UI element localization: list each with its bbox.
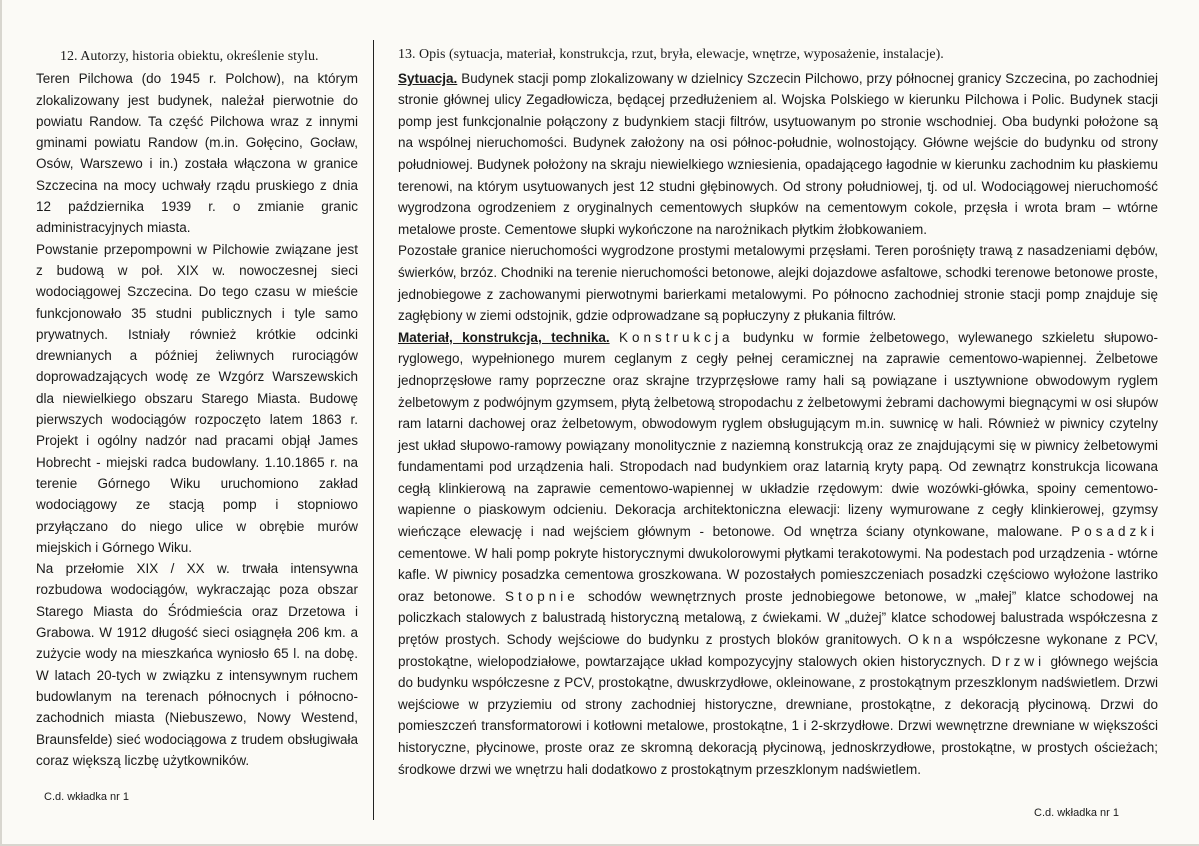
material-paragraph	[398, 327, 1158, 780]
material-text-1: budynku w formie żelbetowego, wylewanego szkieletu słupowo-ryglowego, wypełnionego murem ceglanym z cegły pełnej ceramicznej na zaprawie cementowo-wapiennej. Żelbetowe jednoprzęsłowe ramy poprzeczne oraz skrajne trzyprzęsłowe ramy hali są powiązane i usztywnione obwodowym ryglem żelbetowym z podwójnym gzymsem, płytą żelbetową stropodachu z żelbetowymi żebrami dachowymi biegnącymi w osi słupów ram latarni dachowej oraz żelbetowym, obwodowym ryglem obsługującym m.in. suwnicę w hali. Również w piwnicy czytelny jest układ słupowo-ramowy powiązany monolitycznie z naziemną konstrukcją oraz ze znajdującymi się w piwnicy żelbetowymi fundamentami pod urządzenia hali. Stropodach nad budynkiem oraz latarnią kryty papą. Od zewnątrz konstrukcja licowana cegłą klinkierową na zaprawie cementowo-wapiennej w układzie rzędowym: dwie wozówki-główka, spoiny cementowo-wapienne o piaskowym odcieniu. Dekoracja architektoniczna elewacji: lizeny wymurowane z cegły klinkierowej, gzymsy wieńczące elewację i nad wejściem głównym - betonowe. Od wnętrza ściany otynkowane, malowane.	[398, 329, 1158, 540]
history-column	[36, 46, 358, 771]
column-divider	[373, 40, 374, 820]
continuation-note-right: C.d. wkładka nr 1	[1034, 807, 1119, 819]
okna-spaced-word: Okna	[908, 632, 957, 648]
material-text-5: głównego wejścia do budynku współczesne z PCV, prostokątne, dwuskrzydłowe, okleinowane, z prostokątnym przeszklonym nadświetlem. Drzwi wejściowe w przyziemiu od strony zachodniej historyczne, drewniane, prostokątne, z dekoracją płycinową. Drzwi do pomieszczeń transformatorowi i kotłowni metalowe, prostokątne, 1 i 2-skrzydłowe. Drzwi wewnętrzne drewniane w większości historyczne, płycinowe, proste oraz ze skromną dekoracją płycinową, jednoskrzydłowe, prostokątne, w prostych ościeżach; środkowe drzwi we wnętrzu hali dodatkowo z prostokątnym przeszklonym nadświetlem.	[398, 653, 1158, 777]
section-12-header: 12. Autorzy, historia obiektu, określenie stylu.	[60, 49, 319, 64]
konstrukcja-spaced-word: Konstrukcja	[619, 329, 734, 345]
material-heading: Materiał, konstrukcja, technika.	[398, 329, 610, 345]
description-column	[398, 44, 1158, 780]
history-paragraph-3: Na przełomie XIX / XX w. trwała intensywna rozbudowa wodociągów, wykraczając poza obszar Starego Miasta do Śródmieścia oraz Drzetowa i Grabowa. W 1912 długość sieci osiągnęła 206 km. a zużycie wody na mieszkańca wyniosło 65 l. na dobę. W latach 20-tych w związku z intensywnym ruchem budowlanym na terenach północnych i północno-zachodnich miasta (Niebuszewo, Nowy Westend, Braunsfelde) sieć wodociągowa z trudem obsługiwała coraz większą liczbę użytkowników.	[36, 561, 358, 768]
sytuacja-paragraph	[398, 68, 1158, 241]
material-text-2: cementowe. W hali pomp pokryte historycznymi dwukolorowymi płytkami terakotowymi. Na podestach pod urządzenia - wtórne kafle. W piwnicy posadzka cementowa groszkowana. W pozostałych pomieszczeniach posadzki częściowo wyłożone lastriko oraz betonowe.	[398, 545, 1158, 604]
continuation-note-left: C.d. wkładka nr 1	[44, 791, 129, 803]
sytuacja-text: Budynek stacji pomp zlokalizowany w dzielnicy Szczecin Pilchowo, przy północnej granicy Szczecina, po zachodniej stronie głównej ulicy Zegadłowicza, będącej przedłużeniem al. Wojska Polskiego w kierunku Pilchowa i Polic. Budynek stacji pomp jest funkcjonalnie połączony z budynkiem stacji filtrów, usytuowanym po stronie wschodniej. Oba budynki położone są na wspólnej nieruchomości. Budynek założony na osi północ-południe, wolnostojący. Główne wejście do budynku od strony południowej. Budynek położony na skraju niewielkiego wzniesienia, opadającego łagodnie w kierunku zachodnim ku płaskiemu terenowi, na którym usytuowanych jest 12 studni głębinowych. Od strony południowej, tj. od ul. Wodociągowej nieruchomość wygrodzona ogrodzeniem z oryginalnych cementowych słupków na cementowym cokole, przęsła i wrota bram – wtórne metalowe proste. Cementowe słupki wykończone na narożnikach płytkim żłobkowaniem.	[398, 70, 1158, 237]
posadzki-spaced-word: Posadzki	[1071, 524, 1158, 540]
material-text-4: współczesne wykonane z PCV, prostokątne, wielopodziałowe, powtarzające układ kompozycyjny stalowych okien historycznych.	[398, 632, 1158, 669]
pozostale-paragraph: Pozostałe granice nieruchomości wygrodzone prostymi metalowymi przęsłami. Teren porośnięty trawą z nasadzeniami dębów, świerków, brzóz. Chodniki na terenie nieruchomości betonowe, alejki dojazdowe asfaltowe, schodki terenowe betonowe proste, jednobiegowe z zachowanymi pierwotnymi barierkami metalowymi. Po północno zachodniej stronie stacji pomp znajduje się zagłębiony w ziemi odstojnik, gdzie odprowadzane są popłuczyny z płukania filtrów.	[398, 243, 1158, 324]
stopnie-spaced-word: Stopnie	[505, 588, 579, 604]
material-text-3: schodów wewnętrznych proste jednobiegowe betonowe, w „małej” klatce schodowej na policzkach stalowych z balustradą historyczną metalową, z ćwiekami. W „dużej” klatce schodowej balustrada współczesna z prętów prostych. Schody wejściowe do budynku z prostych bloków granitowych.	[398, 588, 1158, 648]
section-13-header: 13. Opis (sytuacja, materiał, konstrukcja, rzut, bryła, elewacje, wnętrze, wyposażenie, instalacje).	[398, 47, 944, 62]
sytuacja-heading: Sytuacja.	[398, 70, 458, 86]
history-paragraph-2: Powstanie przepompowni w Pilchowie związane jest z budową w poł. XIX w. nowoczesnej sieci wodociągowej Szczecina. Do tego czasu w mieście funkcjonowało 35 studni publicznych i tyle samo prywatnych. Istniały również krótkie odcinki drewnianych a później żeliwnych rurociągów doprowadzających wodę ze Wzgórz Warszewskich dla niewielkiego obszaru Starego Miasta. Budowę pierwszych wodociągów rozpoczęto latem 1863 r. Projekt i ogólny nadzór nad pracami objął James Hobrecht - miejski radca budowlany. 1.10.1865 r. na terenie Górnego Wiku uruchomiono zakład wodociągowy ze stacją pomp i stopniowo przyłączano do niego ulice w obrębie murów miejskich i Górnego Wiku.	[36, 241, 358, 555]
history-paragraph-1: Teren Pilchowa (do 1945 r. Polchow), na którym zlokalizowany jest budynek, należał pierwotnie do powiatu Randow. Ta część Pilchowa wraz z innymi gminami powiatu Randow (m.in. Gołęcino, Gocław, Osów, Warszewo i in.) została włączona w granice Szczecina na mocy uchwały rządu pruskiego z dnia 12 października 1939 r. o zmianie granic administracyjnych miasta.	[36, 71, 358, 236]
drzwi-spaced-word: Drzwi	[991, 653, 1046, 669]
